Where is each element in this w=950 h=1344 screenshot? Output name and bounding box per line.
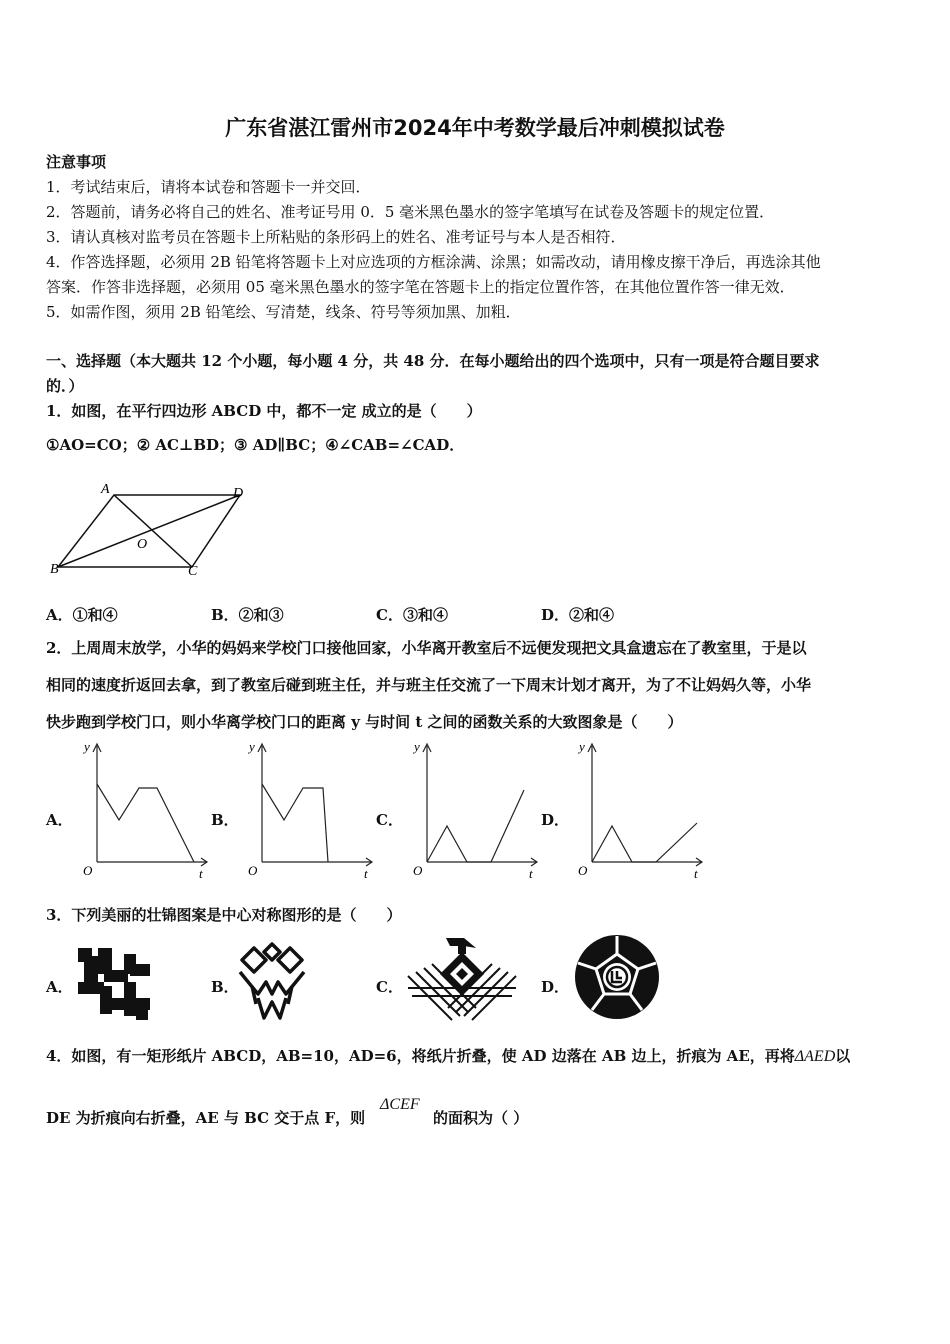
vertex-label-d: D — [233, 486, 244, 501]
origin-label: O — [83, 863, 93, 878]
q2-stem-line: 相同的速度折返回去拿，到了教室后碰到班主任，并与班主任交流了一下周末计划才离开，为了不让妈妈久等，小华 — [46, 676, 812, 694]
q1-conditions: ①AO=CO；② AC⊥BD；③ AD∥BC；④∠CAB=∠CAD． — [46, 436, 465, 454]
origin-label: O — [413, 863, 423, 878]
t-axis-label: t — [694, 866, 698, 881]
q4-stem-text: DE 为折痕向右折叠，AE 与 BC 交于点 F，则 — [46, 1109, 366, 1127]
q2-graph-a — [70, 738, 210, 883]
t-axis-label: t — [364, 866, 368, 881]
q4-stem-line2 — [46, 1108, 365, 1128]
notice-item: 答案．作答非选择题，必须用 05 毫米黑色墨水的签字笔在答题卡上的指定位置作答，在其他位置作答一律无效． — [46, 278, 795, 296]
q3-stem: 3．下列美丽的壮锦图案是中心对称图形的是（ ） — [46, 906, 402, 924]
q3-option-b[interactable]: B． — [211, 978, 239, 996]
q1-stem: 1．如图，在平行四边形 ABCD 中，都不一定 成立的是（ ） — [46, 402, 482, 420]
q4-stem-line1 — [46, 1046, 850, 1067]
q2-graph-b — [235, 738, 375, 883]
y-axis-label: y — [249, 739, 255, 754]
origin-label: O — [578, 863, 588, 878]
q1-option-b[interactable]: B．②和③ — [211, 606, 284, 624]
q2-stem-line: 快步跑到学校门口，则小华离学校门口的距离 y 与时间 t 之间的函数关系的大致图象是（ ） — [46, 713, 683, 731]
q2-option-c[interactable]: C． — [376, 811, 403, 829]
t-axis-label: t — [529, 866, 533, 881]
q4-stem-text: 以 — [835, 1047, 851, 1065]
y-axis-label: y — [414, 739, 420, 754]
q2-graph-d — [565, 738, 705, 883]
pattern-b-icon — [234, 942, 316, 1022]
section-heading-cont: 的．） — [46, 377, 84, 395]
y-axis-label: y — [579, 739, 585, 754]
notice-item: 2．答题前，请务必将自己的姓名、准考证号用 0．5 毫米黑色墨水的签字笔填写在试卷及答题卡的规定位置． — [46, 203, 775, 221]
q4-stem-text: 4．如图，有一矩形纸片 ABCD，AB=10，AD=6，将纸片折叠，使 AD 边落在 AB 边上，折痕为 AE，再将 — [46, 1047, 795, 1065]
q1-option-c[interactable]: C．③和④ — [376, 606, 448, 624]
q4-math-cef: ΔCEF — [380, 1096, 420, 1113]
pattern-a-icon — [74, 942, 154, 1022]
t-axis-label: t — [199, 866, 203, 881]
q2-option-b[interactable]: B． — [211, 811, 239, 829]
q2-option-d[interactable]: D． — [541, 811, 570, 829]
q3-option-c[interactable]: C． — [376, 978, 403, 996]
vertex-label-b: B — [50, 562, 59, 577]
y-axis-label: y — [84, 739, 90, 754]
q4-stem-text: 的面积为（ ） — [433, 1109, 529, 1127]
section-heading: 一、选择题（本大题共 12 个小题，每小题 4 分，共 48 分．在每小题给出的四个选项中，只有一项是符合题目要求 — [46, 352, 820, 370]
q3-option-d[interactable]: D． — [541, 978, 570, 996]
q4-math-aed: ΔAED — [794, 1048, 836, 1065]
q2-graph-c — [400, 738, 540, 883]
q3-option-a[interactable]: A． — [46, 978, 73, 996]
notice-item: 5．如需作图，须用 2B 铅笔绘、写清楚，线条、符号等须加黑、加粗． — [46, 303, 521, 321]
q2-stem-line: 2．上周周末放学，小华的妈妈来学校门口接他回家，小华离开教室后不远便发现把文具盒遗忘在了教室里，于是以 — [46, 639, 807, 657]
center-label-o: O — [137, 537, 148, 552]
page-title: 广东省湛江雷州市2024年中考数学最后冲刺模拟试卷 — [225, 116, 725, 140]
notice-item: 1．考试结束后，请将本试卷和答题卡一并交回． — [46, 178, 371, 196]
notice-item: 3．请认真核对监考员在答题卡上所粘贴的条形码上的姓名、准考证号与本人是否相符． — [46, 228, 626, 246]
notice-heading: 注意事项 — [46, 153, 107, 171]
pattern-c-icon — [402, 934, 522, 1026]
pattern-d-icon — [574, 934, 660, 1020]
q2-option-a[interactable]: A． — [46, 811, 73, 829]
vertex-label-a: A — [101, 482, 110, 497]
notice-item: 4．作答选择题，必须用 2B 铅笔将答题卡上对应选项的方框涂满、涂黑；如需改动，请用橡皮擦干净后，再选涂其他 — [46, 253, 821, 271]
origin-label: O — [248, 863, 258, 878]
q1-option-a[interactable]: A．①和④ — [46, 606, 118, 624]
q1-option-d[interactable]: D．②和④ — [541, 606, 615, 624]
parallelogram-figure — [44, 478, 264, 583]
vertex-label-c: C — [188, 564, 198, 579]
